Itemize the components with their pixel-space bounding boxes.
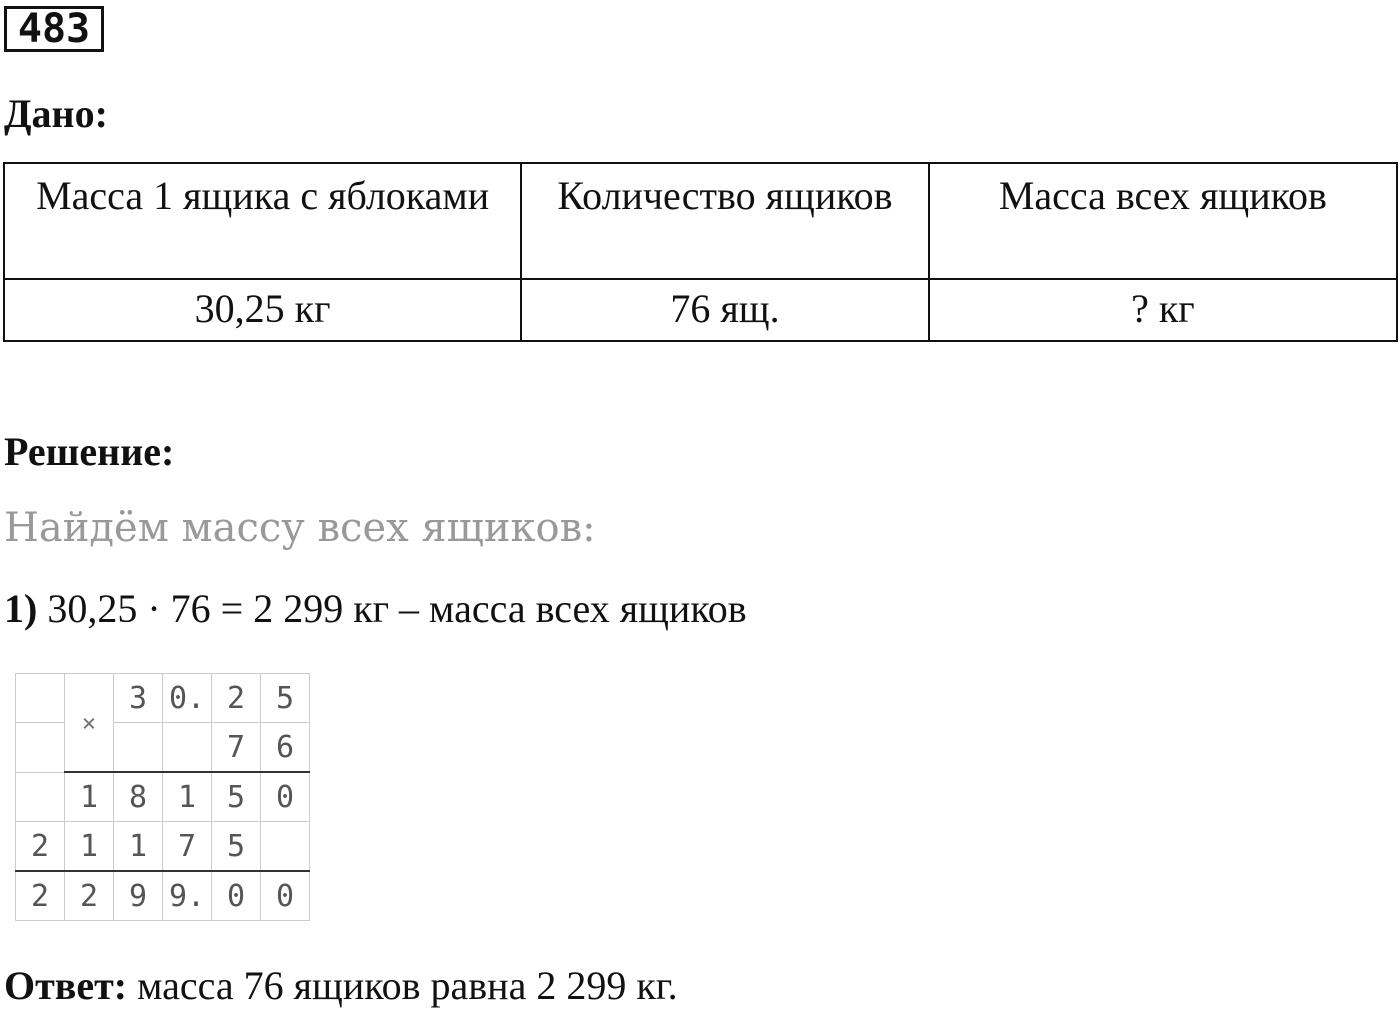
grid-cell: 1 [65, 822, 114, 872]
step-label: 1) [4, 586, 38, 631]
grid-row [16, 822, 310, 872]
grid-cell: 9 [114, 871, 163, 921]
step-text: 30,25 · 76 = 2 299 кг – масса всех ящиков [47, 586, 747, 631]
problem-number: 483 [4, 6, 104, 52]
grid-cell: 5 [212, 772, 261, 822]
grid-cell: 7 [163, 822, 212, 872]
grid-row [16, 772, 310, 822]
solution-hint: Найдём массу всех ящиков: [4, 505, 596, 551]
answer-text: масса 76 ящиков равна 2 299 кг. [137, 963, 678, 1008]
grid-cell [16, 674, 65, 723]
grid-cell: 0 [261, 772, 310, 822]
value-box-mass: 30,25 кг [4, 279, 521, 341]
grid-cell: 1 [114, 822, 163, 872]
header-box-mass: Масса 1 ящика с яблоками [4, 163, 521, 279]
multiplication-grid [15, 673, 310, 921]
grid-cell: 2 [16, 822, 65, 872]
grid-cell [114, 723, 163, 773]
grid-cell: 6 [261, 723, 310, 773]
answer-label: Ответ: [4, 963, 128, 1008]
multiply-sign: × [65, 674, 114, 773]
grid-cell [163, 723, 212, 773]
given-table [3, 162, 1398, 342]
solution-step-1 [4, 585, 747, 632]
header-total-mass: Масса всех ящиков [929, 163, 1397, 279]
grid-cell: 2 [65, 871, 114, 921]
grid-cell: 0. [163, 674, 212, 723]
given-table-values-row [4, 279, 1397, 341]
given-table-header-row [4, 163, 1397, 279]
grid-cell: 7 [212, 723, 261, 773]
grid-cell [16, 723, 65, 773]
grid-cell: 2 [16, 871, 65, 921]
grid-cell [16, 772, 65, 822]
grid-cell: 5 [212, 822, 261, 872]
grid-row [16, 871, 310, 921]
grid-cell: 2 [212, 674, 261, 723]
grid-row [16, 723, 310, 773]
header-box-count: Количество ящиков [521, 163, 929, 279]
answer [4, 962, 678, 1009]
grid-row [16, 674, 310, 723]
grid-cell: 0 [261, 871, 310, 921]
grid-cell: 3 [114, 674, 163, 723]
grid-cell: 9. [163, 871, 212, 921]
given-heading: Дано: [4, 91, 108, 136]
grid-cell: 8 [114, 772, 163, 822]
grid-cell: 1 [65, 772, 114, 822]
solution-heading: Решение: [4, 429, 175, 474]
value-total-mass: ? кг [929, 279, 1397, 341]
value-box-count: 76 ящ. [521, 279, 929, 341]
grid-cell: 5 [261, 674, 310, 723]
grid-cell: 1 [163, 772, 212, 822]
grid-cell [261, 822, 310, 872]
grid-cell: 0 [212, 871, 261, 921]
